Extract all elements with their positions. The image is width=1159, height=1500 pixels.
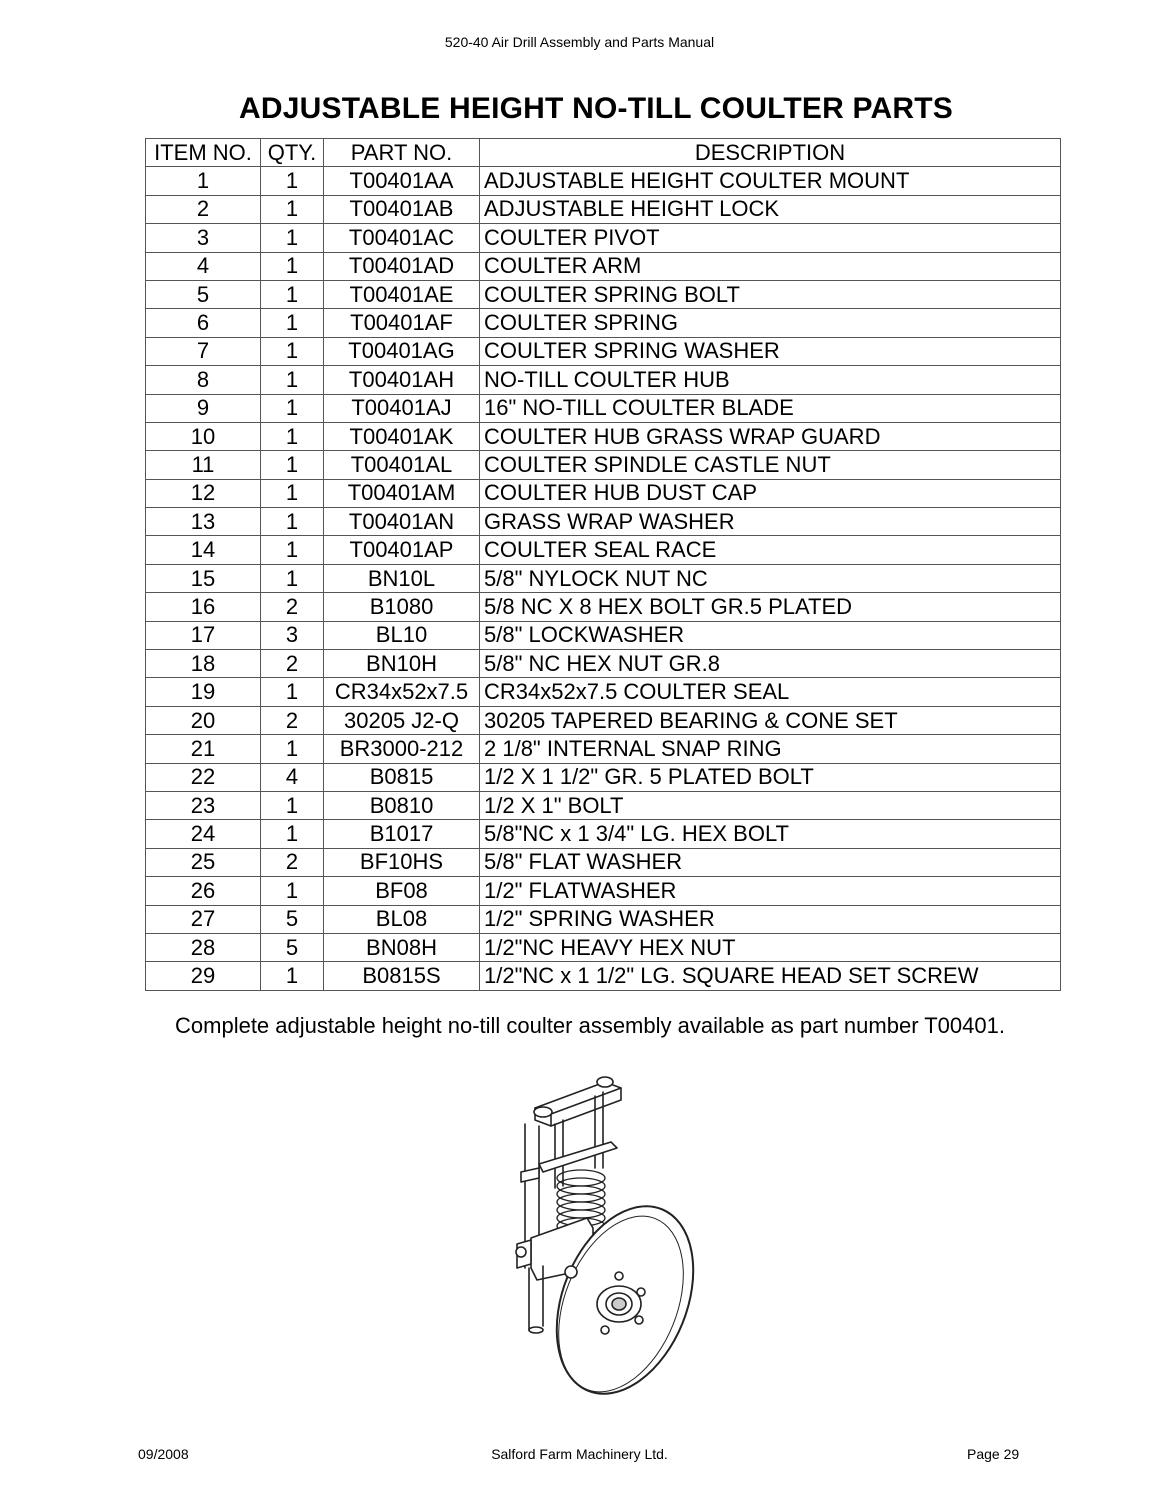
cell-part-no: BN10L: [324, 564, 480, 592]
cell-description: 1/2 X 1 1/2" GR. 5 PLATED BOLT: [480, 763, 1061, 791]
table-row: [146, 621, 1061, 649]
cell-description: COULTER SPRING WASHER: [480, 337, 1061, 365]
cell-part-no: T00401AH: [324, 366, 480, 394]
manual-title: 520-40 Air Drill Assembly and Parts Manual: [444, 34, 715, 50]
cell-part-no: B0810: [324, 791, 480, 819]
cell-qty: 1: [261, 479, 324, 507]
cell-qty: 1: [261, 678, 324, 706]
coulter-assembly-illustration: [495, 1068, 705, 1398]
cell-description: CR34x52x7.5 COULTER SEAL: [480, 678, 1061, 706]
table-row: [146, 962, 1061, 990]
cell-item-no: 1: [146, 167, 261, 195]
cell-part-no: BR3000-212: [324, 735, 480, 763]
cell-part-no: BL10: [324, 621, 480, 649]
cell-item-no: 7: [146, 337, 261, 365]
cell-description: 2 1/8" INTERNAL SNAP RING: [480, 735, 1061, 763]
cell-description: 5/8" FLAT WASHER: [480, 848, 1061, 876]
cell-item-no: 13: [146, 508, 261, 536]
cell-qty: 1: [261, 735, 324, 763]
table-row: [146, 167, 1061, 195]
table-row: [146, 195, 1061, 223]
cell-item-no: 24: [146, 820, 261, 848]
page-title: ADJUSTABLE HEIGHT NO-TILL COULTER PARTS: [239, 92, 953, 125]
table-row: [146, 451, 1061, 479]
cell-part-no: T00401AF: [324, 309, 480, 337]
cell-item-no: 8: [146, 366, 261, 394]
cell-part-no: T00401AA: [324, 167, 480, 195]
cell-part-no: T00401AB: [324, 195, 480, 223]
cell-part-no: B1080: [324, 593, 480, 621]
table-row: [146, 536, 1061, 564]
table-row: [146, 706, 1061, 734]
cell-qty: 1: [261, 508, 324, 536]
cell-item-no: 27: [146, 905, 261, 933]
cell-description: COULTER SPINDLE CASTLE NUT: [480, 451, 1061, 479]
table-row: [146, 877, 1061, 905]
cell-item-no: 4: [146, 252, 261, 280]
cell-item-no: 22: [146, 763, 261, 791]
cell-description: 5/8"NC x 1 3/4" LG. HEX BOLT: [480, 820, 1061, 848]
table-row: [146, 820, 1061, 848]
column-header-qty: QTY.: [261, 139, 324, 167]
cell-item-no: 3: [146, 224, 261, 252]
cell-item-no: 6: [146, 309, 261, 337]
cell-part-no: T00401AN: [324, 508, 480, 536]
cell-item-no: 14: [146, 536, 261, 564]
cell-qty: 2: [261, 706, 324, 734]
table-row: [146, 763, 1061, 791]
cell-description: COULTER ARM: [480, 252, 1061, 280]
cell-item-no: 26: [146, 877, 261, 905]
cell-description: 30205 TAPERED BEARING & CONE SET: [480, 706, 1061, 734]
cell-item-no: 12: [146, 479, 261, 507]
cell-part-no: B0815S: [324, 962, 480, 990]
table-row: [146, 593, 1061, 621]
cell-description: COULTER HUB GRASS WRAP GUARD: [480, 422, 1061, 450]
cell-part-no: BN08H: [324, 933, 480, 961]
cell-description: ADJUSTABLE HEIGHT LOCK: [480, 195, 1061, 223]
column-header-description: DESCRIPTION: [480, 139, 1061, 167]
cell-description: 1/2 X 1" BOLT: [480, 791, 1061, 819]
table-row: [146, 309, 1061, 337]
cell-qty: 1: [261, 536, 324, 564]
assembly-note: Complete adjustable height no-till coulter assembly available as part number T00401.: [175, 1013, 1005, 1038]
cell-qty: 2: [261, 848, 324, 876]
cell-description: 5/8 NC X 8 HEX BOLT GR.5 PLATED: [480, 593, 1061, 621]
cell-part-no: BN10H: [324, 650, 480, 678]
cell-qty: 1: [261, 564, 324, 592]
table-row: [146, 224, 1061, 252]
cell-part-no: T00401AE: [324, 280, 480, 308]
cell-item-no: 18: [146, 650, 261, 678]
cell-item-no: 20: [146, 706, 261, 734]
cell-part-no: 30205 J2-Q: [324, 706, 480, 734]
cell-description: COULTER SEAL RACE: [480, 536, 1061, 564]
cell-part-no: T00401AL: [324, 451, 480, 479]
cell-qty: 2: [261, 650, 324, 678]
cell-part-no: T00401AJ: [324, 394, 480, 422]
cell-qty: 1: [261, 451, 324, 479]
table-row: [146, 678, 1061, 706]
cell-part-no: B1017: [324, 820, 480, 848]
cell-item-no: 10: [146, 422, 261, 450]
column-header-part-no: PART NO.: [324, 139, 480, 167]
cell-description: 1/2" FLATWASHER: [480, 877, 1061, 905]
cell-qty: 1: [261, 195, 324, 223]
cell-qty: 4: [261, 763, 324, 791]
cell-part-no: T00401AP: [324, 536, 480, 564]
table-row: [146, 366, 1061, 394]
cell-qty: 1: [261, 366, 324, 394]
cell-item-no: 5: [146, 280, 261, 308]
cell-part-no: T00401AM: [324, 479, 480, 507]
cell-item-no: 23: [146, 791, 261, 819]
cell-part-no: T00401AC: [324, 224, 480, 252]
cell-part-no: BF10HS: [324, 848, 480, 876]
table-row: [146, 791, 1061, 819]
cell-qty: 2: [261, 593, 324, 621]
cell-item-no: 9: [146, 394, 261, 422]
cell-part-no: T00401AD: [324, 252, 480, 280]
footer-company: Salford Farm Machinery Ltd.: [491, 1446, 668, 1462]
cell-item-no: 29: [146, 962, 261, 990]
cell-qty: 1: [261, 280, 324, 308]
cell-description: 1/2" SPRING WASHER: [480, 905, 1061, 933]
cell-qty: 1: [261, 224, 324, 252]
cell-item-no: 19: [146, 678, 261, 706]
table-row: [146, 508, 1061, 536]
cell-description: GRASS WRAP WASHER: [480, 508, 1061, 536]
cell-qty: 1: [261, 962, 324, 990]
cell-qty: 1: [261, 309, 324, 337]
cell-part-no: T00401AG: [324, 337, 480, 365]
table-row: [146, 848, 1061, 876]
cell-qty: 1: [261, 422, 324, 450]
cell-description: COULTER PIVOT: [480, 224, 1061, 252]
table-row: [146, 280, 1061, 308]
cell-qty: 1: [261, 394, 324, 422]
cell-qty: 1: [261, 167, 324, 195]
cell-item-no: 28: [146, 933, 261, 961]
table-row: [146, 252, 1061, 280]
cell-item-no: 21: [146, 735, 261, 763]
table-row: [146, 650, 1061, 678]
table-row: [146, 479, 1061, 507]
cell-qty: 5: [261, 905, 324, 933]
parts-table: [145, 138, 1061, 991]
cell-qty: 1: [261, 820, 324, 848]
footer-page-number: Page 29: [967, 1446, 1020, 1462]
cell-description: 16" NO-TILL COULTER BLADE: [480, 394, 1061, 422]
cell-part-no: BL08: [324, 905, 480, 933]
cell-part-no: CR34x52x7.5: [324, 678, 480, 706]
cell-description: 1/2"NC x 1 1/2" LG. SQUARE HEAD SET SCREW: [480, 962, 1061, 990]
cell-description: 5/8" NC HEX NUT GR.8: [480, 650, 1061, 678]
cell-description: ADJUSTABLE HEIGHT COULTER MOUNT: [480, 167, 1061, 195]
cell-description: COULTER HUB DUST CAP: [480, 479, 1061, 507]
cell-description: COULTER SPRING BOLT: [480, 280, 1061, 308]
cell-description: 1/2"NC HEAVY HEX NUT: [480, 933, 1061, 961]
cell-item-no: 11: [146, 451, 261, 479]
cell-item-no: 15: [146, 564, 261, 592]
table-row: [146, 735, 1061, 763]
table-row: [146, 933, 1061, 961]
table-row: [146, 564, 1061, 592]
cell-item-no: 2: [146, 195, 261, 223]
cell-description: 5/8" NYLOCK NUT NC: [480, 564, 1061, 592]
cell-part-no: BF08: [324, 877, 480, 905]
parts-table-body: [146, 167, 1061, 990]
cell-qty: 1: [261, 252, 324, 280]
cell-item-no: 16: [146, 593, 261, 621]
cell-part-no: T00401AK: [324, 422, 480, 450]
cell-description: NO-TILL COULTER HUB: [480, 366, 1061, 394]
cell-part-no: B0815: [324, 763, 480, 791]
cell-qty: 1: [261, 791, 324, 819]
cell-item-no: 17: [146, 621, 261, 649]
cell-qty: 1: [261, 877, 324, 905]
cell-description: 5/8" LOCKWASHER: [480, 621, 1061, 649]
cell-description: COULTER SPRING: [480, 309, 1061, 337]
table-row: [146, 394, 1061, 422]
table-row: [146, 905, 1061, 933]
footer-date: 09/2008: [138, 1446, 189, 1462]
table-row: [146, 337, 1061, 365]
cell-item-no: 25: [146, 848, 261, 876]
table-header-row: [146, 139, 1061, 167]
cell-qty: 5: [261, 933, 324, 961]
table-row: [146, 422, 1061, 450]
cell-qty: 1: [261, 337, 324, 365]
column-header-item-no: ITEM NO.: [146, 139, 261, 167]
cell-qty: 3: [261, 621, 324, 649]
